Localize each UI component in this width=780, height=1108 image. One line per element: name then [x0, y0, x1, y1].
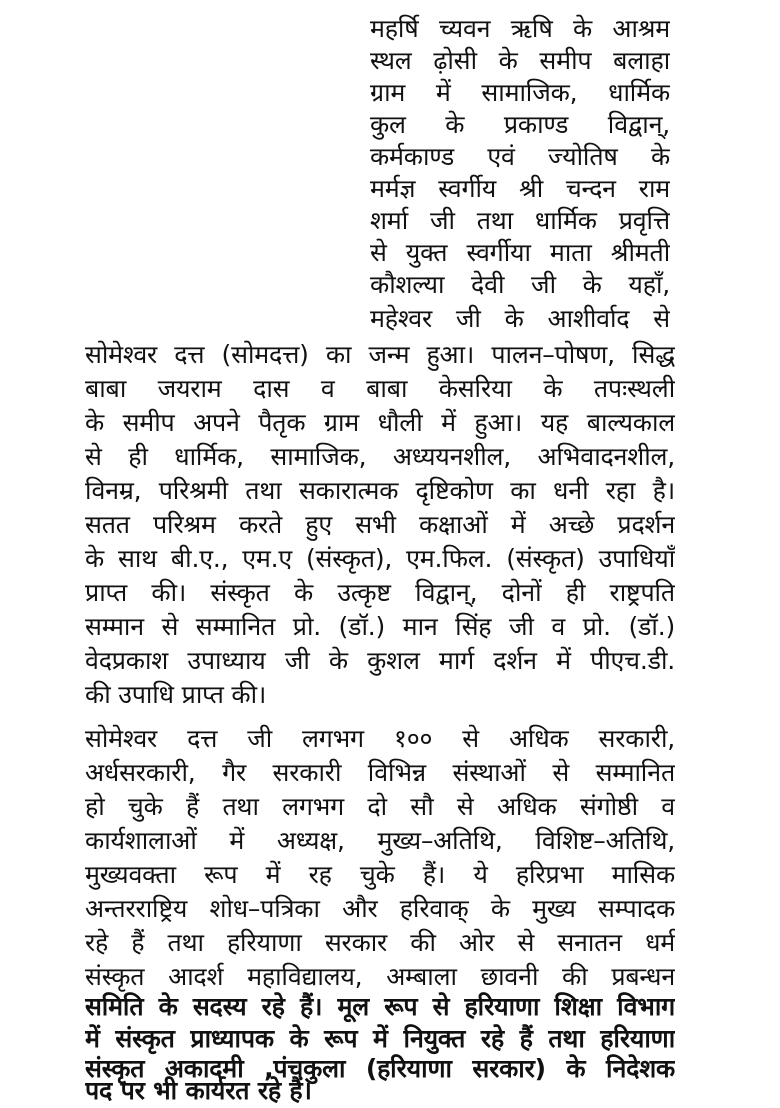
text-line: की उपाधि प्राप्त की। [85, 680, 267, 709]
text-line: संस्कृत आदर्श महाविद्यालय, अम्बाला छावनी की प्रबन्धन [85, 962, 675, 991]
text-line: सम्मान से सम्मानित प्रो. (डॉ.) मान सिंह जी व प्रो. (डॉ.) [85, 612, 675, 641]
text-line: मुख्यवक्ता रूप में रह चुके हैं। ये हरिप्रभा मासिक [85, 860, 675, 889]
text-line: के समीप अपने पैतृक ग्राम धौली में हुआ। यह बाल्यकाल [85, 408, 675, 437]
text-line: कुल के प्रकाण्ड विद्वान्, [370, 110, 670, 139]
text-line: ग्राम में सामाजिक, धार्मिक [370, 78, 670, 107]
text-line: सोमेश्वर दत्त (सोमदत्त) का जन्म हुआ। पालन–पोषण, सिद्ध [85, 340, 675, 369]
text-line: मर्मज्ञ स्वर्गीय श्री चन्दन राम [370, 174, 670, 203]
text-line: महेश्वर जी के आशीर्वाद से [370, 304, 670, 333]
text-line: महर्षि च्यवन ऋषि के आश्रम [370, 14, 670, 43]
text-line: हो चुके हैं तथा लगभग दो सौ से अधिक संगोष्ठी व [85, 792, 675, 821]
text-line: रहे हैं तथा हरियाणा सरकार की ओर से सनातन धर्म [85, 928, 675, 957]
text-line: प्राप्त की। संस्कृत के उत्कृष्ट विद्वान्, दोनों ही राष्ट्रपति [85, 578, 675, 607]
text-line: से ही धार्मिक, सामाजिक, अध्ययनशील, अभिवादनशील, [85, 442, 675, 471]
text-line: वेदप्रकाश उपाध्याय जी के कुशल मार्ग दर्शन में पीएच.डी. [85, 646, 675, 675]
text-line: बाबा जयराम दास व बाबा केसरिया के तपःस्थली [85, 374, 675, 403]
text-line: कार्यशालाओं में अध्यक्ष, मुख्य–अतिथि, विशिष्ट–अतिथि, [85, 826, 675, 855]
text-line: कौशल्या देवी जी के यहाँ, [370, 270, 670, 299]
text-line: के साथ बी.ए., एम.ए (संस्कृत), एम.फिल. (संस्कृत) उपाधियाँ [85, 544, 675, 573]
text-line: से युक्त स्वर्गीया माता श्रीमती [370, 238, 670, 267]
text-line: अर्धसरकारी, गैर सरकारी विभिन्न संस्थाओं से सम्मानित [85, 758, 675, 787]
text-line: सोमेश्वर दत्त जी लगभग १०० से अधिक सरकारी, [85, 724, 675, 753]
text-line: स्थल ढ़ोसी के समीप बलाहा [370, 46, 670, 75]
text-line: अन्तरराष्ट्रिय शोध–पत्रिका और हरिवाक् के मुख्य सम्पादक [85, 894, 675, 923]
text-line: में संस्कृत प्राध्यापक के रूप में नियुक्त रहे हैं तथा हरियाणा [85, 1024, 675, 1053]
text-line: सतत परिश्रम करते हुए सभी कक्षाओं में अच्छे प्रदर्शन [85, 510, 675, 539]
text-line: शर्मा जी तथा धार्मिक प्रवृत्ति [370, 206, 670, 235]
text-line: विनम्र, परिश्रमी तथा सकारात्मक दृष्टिकोण का धनी रहा है। [85, 476, 675, 505]
text-line: कर्मकाण्ड एवं ज्योतिष के [370, 142, 670, 171]
text-line: संस्कृत अकादमी ,पंचकुला (हरियाणा सरकार) के निदेशक [85, 1054, 675, 1083]
text-line: समिति के सदस्य रहे हैं। मूल रूप से हरियाणा शिक्षा विभाग [85, 992, 675, 1021]
text-line: पद पर भी कार्यरत रहे हैं। [85, 1076, 312, 1105]
